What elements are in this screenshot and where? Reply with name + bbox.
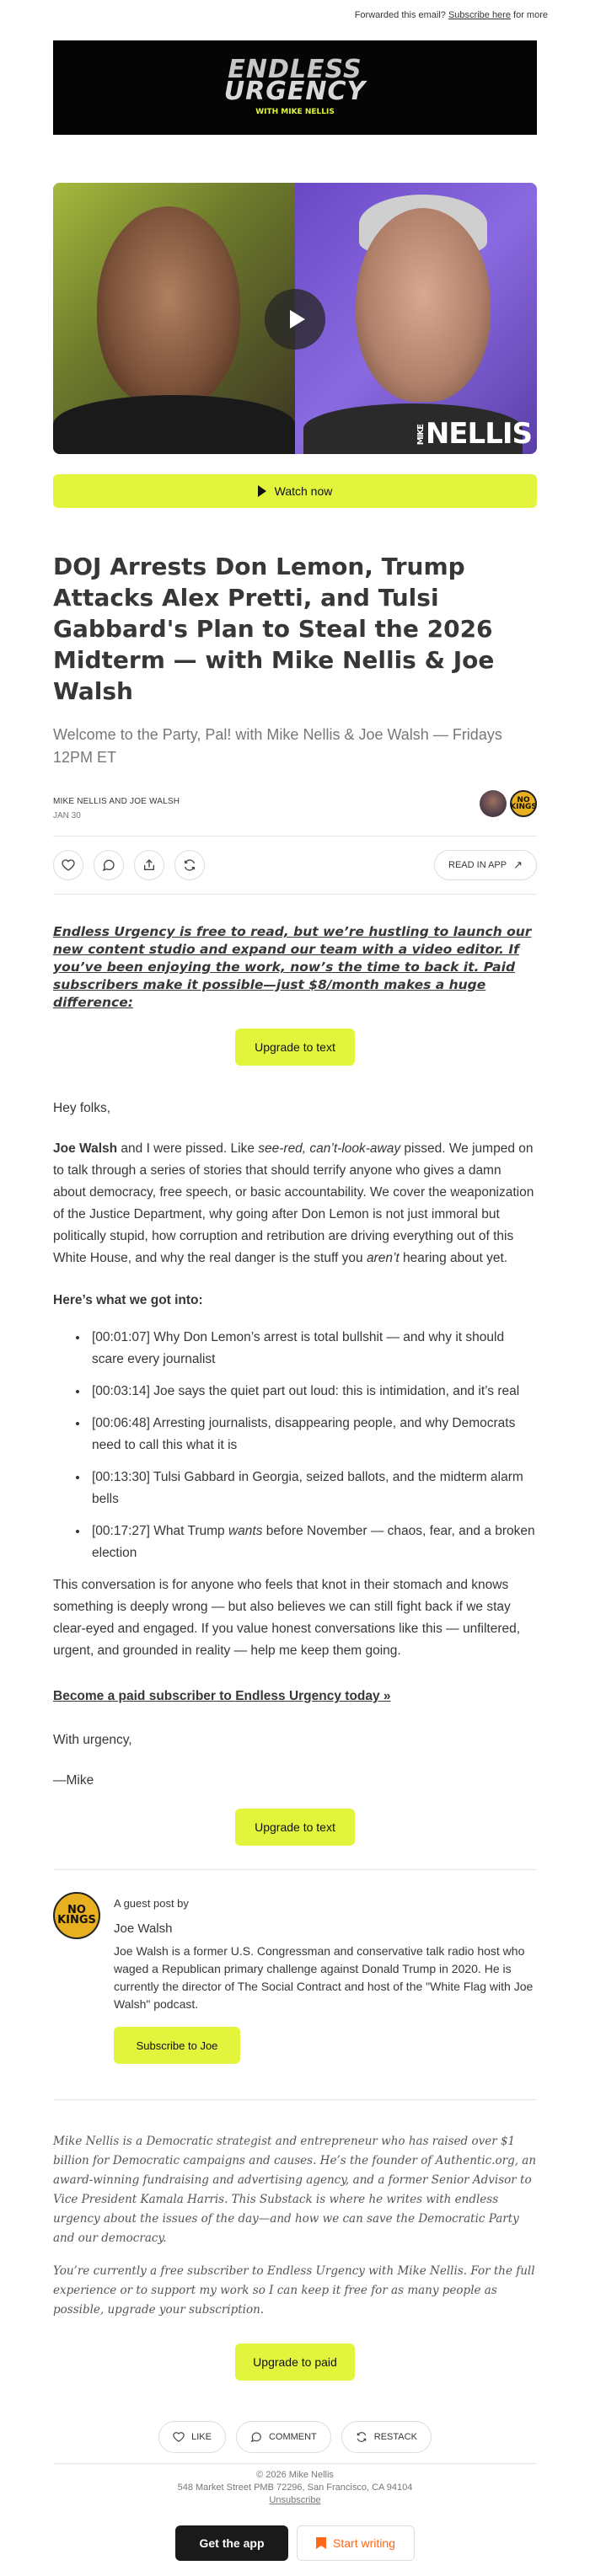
guest-by-label: A guest post by xyxy=(114,1897,189,1910)
like-button[interactable] xyxy=(158,2421,226,2453)
get-the-app-button[interactable]: Get the app xyxy=(175,2525,288,2561)
like-icon[interactable] xyxy=(53,850,83,880)
subscribe-to-joe-button[interactable]: Subscribe to Joe xyxy=(114,2027,240,2064)
banner-line-2: URGENCY xyxy=(223,77,367,106)
guest-post-card xyxy=(53,1869,537,2100)
free-subscriber-note: You’re currently a free subscriber to Endless Urgency with Mike Nellis. For the full experience or to support my work so I can keep it free for as many people as possible, upgrade your subscription. xyxy=(53,2264,535,2317)
restack-button[interactable] xyxy=(341,2421,432,2453)
comment-button[interactable] xyxy=(236,2421,331,2453)
restack-label: RESTACK xyxy=(373,2432,417,2442)
timestamp[interactable]: [00:06:48] xyxy=(92,1416,150,1430)
list-item: • [00:13:30] Tulsi Gabbard in Georgia, seized ballots, and the midterm alarm bells xyxy=(88,1467,537,1510)
start-writing-label: Start writing xyxy=(333,2536,395,2550)
closing-paragraph: This conversation is for anyone who feels that knot in their stomach and knows something is deeply wrong — but also believes we can still fight back if we stay clear-eyed and engaged. If you value honest conversations like this — unfiltered, urgent, and grounded in reality — help me keep them going. xyxy=(53,1578,521,1658)
upgrade-to-text-button-2[interactable]: Upgrade to text xyxy=(235,1809,355,1846)
post-title[interactable]: DOJ Arrests Don Lemon, Trump Attacks Alex Pretti, and Tulsi Gabbard's Plan to Steal the 2026 Midterm — with Mike Nellis & Joe Walsh xyxy=(53,553,495,705)
mailing-address: 548 Market Street PMB 72296, San Francisco, CA 94104 xyxy=(177,2482,413,2493)
video-guest-right xyxy=(295,183,537,454)
banner-line-3: WITH MIKE NELLIS xyxy=(255,108,335,116)
watch-now-button[interactable] xyxy=(53,474,537,508)
restack-arrows-icon xyxy=(356,2431,367,2443)
episode-list xyxy=(53,1327,537,1564)
speech-bubble-icon xyxy=(250,2431,262,2443)
external-arrow-icon: ↗ xyxy=(513,858,523,871)
upgrade-to-text-button[interactable]: Upgrade to text xyxy=(235,1029,355,1066)
list-item: • [00:06:48] Arresting journalists, disappearing people, and why Democrats need to call this what it is xyxy=(88,1413,537,1456)
bookmark-icon xyxy=(316,2537,326,2549)
guest-avatar[interactable]: NO KINGS xyxy=(510,790,537,817)
sign-off: With urgency, xyxy=(53,1733,132,1747)
forward-text: Forwarded this email? xyxy=(354,10,446,20)
intro-paragraph: Joe Walsh and I were pissed. Like see-red, can’t-look-away pissed. We jumped on to talk through a series of stories that should terrify anyone who gives a damn about democracy, free speech, or basic accountability. We cover the weaponization of the Justice Department, why going after Don Lemon is not just immoral but politically stupid, how corruption and retribution are driving everything out of this White House, and why the real danger is the stuff you aren’t hearing about yet. xyxy=(53,1141,534,1265)
share-icon[interactable] xyxy=(134,850,164,880)
become-paid-subscriber-link[interactable]: Become a paid subscriber to Endless Urgency today » xyxy=(53,1689,391,1703)
publication-banner[interactable] xyxy=(53,40,537,135)
timestamp[interactable]: [00:03:14] xyxy=(92,1384,150,1398)
like-label: LIKE xyxy=(191,2432,212,2442)
comment-icon[interactable] xyxy=(94,850,124,880)
forward-suffix: for more xyxy=(513,10,548,20)
timestamp[interactable]: [00:13:30] xyxy=(92,1470,150,1484)
list-item: • [00:03:14] Joe says the quiet part out loud: this is intimidation, and it’s real xyxy=(88,1381,537,1403)
episode-heading: Here’s what we got into: xyxy=(53,1293,203,1307)
guest-card-avatar[interactable]: NO KINGS xyxy=(53,1892,100,1939)
post-body xyxy=(53,1098,537,1792)
comment-label: COMMENT xyxy=(268,2432,317,2442)
unsubscribe-link[interactable]: Unsubscribe xyxy=(269,2495,321,2505)
guest-name[interactable]: Joe Walsh xyxy=(114,1921,173,1936)
timestamp[interactable]: [00:17:27] xyxy=(92,1524,150,1538)
author-avatar[interactable] xyxy=(480,790,507,817)
about-author: Mike Nellis is a Democratic strategist and entrepreneur who has raised over $1 billion for Democratic campaigns and causes. He’s the founder of Authentic.org, an award-winning fundraising and advertising agency, and a former Senior Advisor to Vice President Kamala Harris. This Substack is where he writes with endless urgency about the issues of the day—and how we can save the Democratic Party and our democracy. xyxy=(53,2135,537,2245)
post-meta xyxy=(53,790,537,820)
signature: —Mike xyxy=(53,1773,94,1788)
watch-now-label: Watch now xyxy=(274,484,333,498)
greeting: Hey folks, xyxy=(53,1101,111,1115)
bottom-actions xyxy=(53,2421,537,2453)
promo-paragraph[interactable]: Endless Urgency is free to read, but we’re hustling to launch our new content studio and expand our team with a video editor. If you’ve been enjoying the work, now’s the time to back it. Paid subscribers make it possible—just $8/month makes a huge difference: xyxy=(53,924,532,1010)
play-icon[interactable] xyxy=(265,289,325,350)
post-subtitle: Welcome to the Party, Pal! with Mike Nellis & Joe Walsh — Fridays 12PM ET xyxy=(53,726,502,766)
read-in-app-button[interactable] xyxy=(434,850,537,880)
upgrade-to-paid-button[interactable]: Upgrade to paid xyxy=(235,2344,355,2381)
video-watermark: MIKENELLIS xyxy=(416,417,532,451)
footer xyxy=(53,2463,537,2507)
play-triangle-icon xyxy=(258,485,266,497)
restack-icon[interactable] xyxy=(174,850,205,880)
video-guest-left xyxy=(53,183,295,454)
post-actions xyxy=(53,836,537,895)
video-thumbnail[interactable] xyxy=(53,183,537,454)
forward-bar xyxy=(0,0,590,27)
post-authors[interactable]: MIKE NELLIS AND JOE WALSH xyxy=(53,797,180,806)
list-item: • [00:17:27] What Trump wants before November — chaos, fear, and a broken election xyxy=(88,1520,537,1564)
app-buttons xyxy=(53,2525,537,2576)
banner-line-1: ENDLESS xyxy=(228,55,362,84)
subscribe-here-link[interactable]: Subscribe here xyxy=(448,10,511,20)
timestamp[interactable]: [00:01:07] xyxy=(92,1330,150,1344)
start-writing-button[interactable] xyxy=(297,2525,415,2561)
guest-bio: Joe Walsh is a former U.S. Congressman and conservative talk radio host who waged a Republican primary challenge against Donald Trump in 2020. He is currently the director of The Social Contract and host of the "White Flag with Joe Walsh" podcast. xyxy=(114,1944,534,2011)
heart-icon xyxy=(173,2431,185,2443)
copyright: © 2026 Mike Nellis xyxy=(256,2470,334,2480)
post-date: JAN 30 xyxy=(53,811,81,820)
read-in-app-label: READ IN APP xyxy=(448,860,507,870)
list-item: • [00:01:07] Why Don Lemon’s arrest is total bullshit — and why it should scare every journalist xyxy=(88,1327,537,1371)
